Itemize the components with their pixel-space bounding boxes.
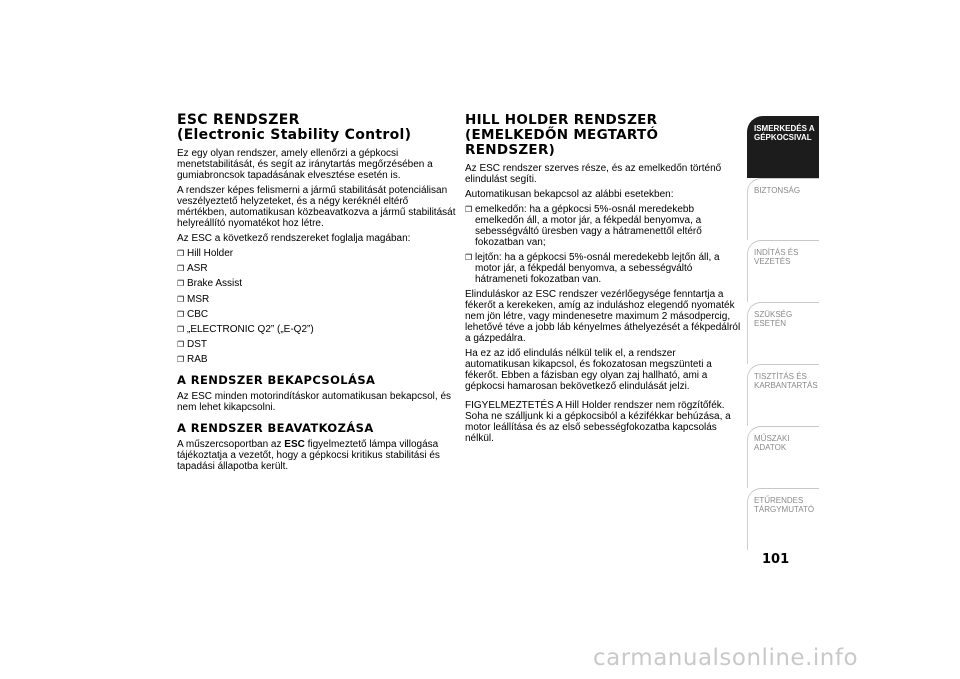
list-item-text: Brake Assist [187, 278, 243, 290]
tab-index[interactable] [747, 488, 819, 550]
right-column [465, 113, 741, 448]
esc-systems-list [177, 248, 456, 365]
tab-label: SZÜKSÉG ESETÉN [754, 310, 793, 328]
tab-label: BIZTONSÁG [754, 186, 801, 195]
tab-technical-data[interactable] [747, 426, 819, 488]
esc-bold-label: ESC [284, 439, 305, 451]
checkbox-bullet-icon: ❐ [177, 340, 185, 350]
hill-holder-title-line2: (EMELKEDŐN MEGTARTÓ RENDSZER) [465, 127, 659, 158]
intervention-paragraph [177, 439, 456, 472]
esc-intro-paragraph: Ez egy olyan rendszer, amely ellenőrzi a gépkocsi menetstabilitását, és segít az iránytartás megőrzésében a gumiabroncsok tapadásának elvesztése esetén is. [177, 148, 433, 181]
intervention-text-pre: A műszercsoportban az [177, 439, 285, 451]
tab-label: TÁRGYMUTATÓ [754, 505, 815, 514]
list-item [177, 294, 456, 305]
hill-holder-timeout-paragraph: Ha ez az idő elindulás nélkül telik el, a rendszer automatikusan kikapcsol, és fokozatosan megszünteti a fékerőt. Ebben a fázisban egy olyan zaj hallható, ami a gépkocsi hamarosan bekövetkező elindulását jelzi. [465, 348, 712, 393]
list-item [177, 248, 456, 259]
list-item-text: Hill Holder [187, 248, 234, 259]
list-item-text: CBC [187, 308, 209, 320]
tab-getting-to-know-car[interactable] [747, 116, 819, 178]
tab-emergency[interactable] [747, 302, 819, 364]
intervention-text-post: figyelmeztető lámpa villogása tájékoztatja a vezetőt, hogy a gépkocsi kritikus stabilitási és tapadási állapotba került. [177, 439, 440, 473]
tab-label: MŰSZAKI ADATOK [754, 434, 790, 452]
tab-label: KARBANTARTÁS [754, 381, 818, 390]
checkbox-bullet-icon: ❐ [177, 249, 185, 258]
tab-safety[interactable] [747, 178, 819, 240]
checkbox-bullet-icon: ❐ [177, 294, 185, 304]
list-item [177, 324, 456, 335]
checkbox-bullet-icon: ❐ [177, 309, 185, 319]
checkbox-bullet-icon: ❐ [465, 253, 473, 263]
esc-title-line1: ESC RENDSZER [177, 112, 300, 128]
list-item-text: emelkedőn: ha a gépkocsi 5%-osnál meredekebb emelkedőn áll, a motor jár, a fékpedál benyomva, a sebességváltó üresben vagy a hátramenettől eltérő fokozatban van; [475, 204, 702, 248]
list-item-text: DST [187, 339, 207, 351]
watermark: carmanualsonline.info [593, 645, 859, 671]
checkbox-bullet-icon: ❐ [177, 279, 185, 289]
tab-label: ETŰRENDES [754, 496, 804, 505]
checkbox-bullet-icon: ❐ [465, 205, 473, 214]
list-item [177, 278, 456, 289]
list-item-text: ASR [187, 263, 208, 275]
left-column [177, 113, 456, 476]
hill-holder-start-paragraph: Elinduláskor az ESC rendszer vezérlőegysége fenntartja a fékerőt a kerekeken, amíg az induláshoz elegendő nyomaték nem jön létre, vagy mindenesetre maximum 2 másodpercig, lehetővé téve a jobb láb kényelmes áthelyezését a fékpedálról a gázpedálra. [465, 289, 741, 345]
list-item [465, 204, 741, 248]
hill-holder-intro: Az ESC rendszer szerves része, és az emelkedőn történő elindulást segíti. [465, 163, 722, 185]
list-item-text: „ELECTRONIC Q2” („E-Q2”) [187, 323, 314, 335]
tab-label: ISMERKEDÉS A [754, 124, 815, 133]
tab-maintenance[interactable] [747, 364, 819, 426]
list-item-text: lejtőn: ha a gépkocsi 5%-osnál meredekebb lejtőn áll, a motor jár, a fékpedál benyomva, a sebességváltó hátrameneti fokozatban van. [475, 252, 720, 286]
list-item [177, 354, 456, 365]
activation-heading: A RENDSZER BEKAPCSOLÁSA [177, 373, 376, 388]
esc-title-line2: (Electronic Stability Control) [177, 127, 412, 143]
esc-includes-paragraph: Az ESC a következő rendszereket foglalja magában: [177, 233, 411, 244]
list-item-text: MSR [187, 293, 210, 305]
list-item [465, 252, 741, 285]
checkbox-bullet-icon: ❐ [177, 264, 185, 274]
tab-label: TISZTÍTÁS ÉS [754, 372, 807, 381]
checkbox-bullet-icon: ❐ [177, 355, 185, 365]
esc-title [177, 113, 456, 143]
tab-label: GÉPKOCSIVAL [754, 133, 812, 142]
list-item [177, 339, 456, 350]
hill-holder-title [465, 113, 741, 158]
chapter-tabs [747, 116, 819, 550]
page-number: 101 [762, 552, 790, 567]
intervention-heading: A RENDSZER BEAVATKOZÁSA [177, 421, 374, 436]
esc-detect-paragraph: A rendszer képes felismerni a jármű stabilitását potenciálisan veszélyeztető helyzeteket, és a négy keréknél eltérő mértékben, automatikusan közbeavatkozva a jármű stabilitását helyreállító nyomatékot hoz létre. [177, 185, 456, 229]
hill-holder-auto: Automatikusan bekapcsol az alábbi esetekben: [465, 189, 674, 200]
list-item [177, 309, 456, 320]
checkbox-bullet-icon: ❐ [177, 324, 185, 334]
hill-holder-title-line1: HILL HOLDER RENDSZER [465, 112, 658, 128]
hill-holder-warning: FIGYELMEZTETÉS A Hill Holder rendszer nem rögzítőfék. Soha ne szálljunk ki a gépkocsiból a kézifékkar behúzása, a motor leállítása és az első sebességfokozatba kapcsolás nélkül. [465, 400, 731, 445]
list-item [177, 263, 456, 274]
activation-paragraph: Az ESC minden motorindításkor automatikusan bekapcsol, és nem lehet kikapcsolni. [177, 391, 452, 414]
tab-starting-driving[interactable] [747, 240, 819, 302]
list-item-text: RAB [187, 354, 208, 366]
tab-label: INDÍTÁS ÉS VEZETÉS [754, 248, 799, 266]
